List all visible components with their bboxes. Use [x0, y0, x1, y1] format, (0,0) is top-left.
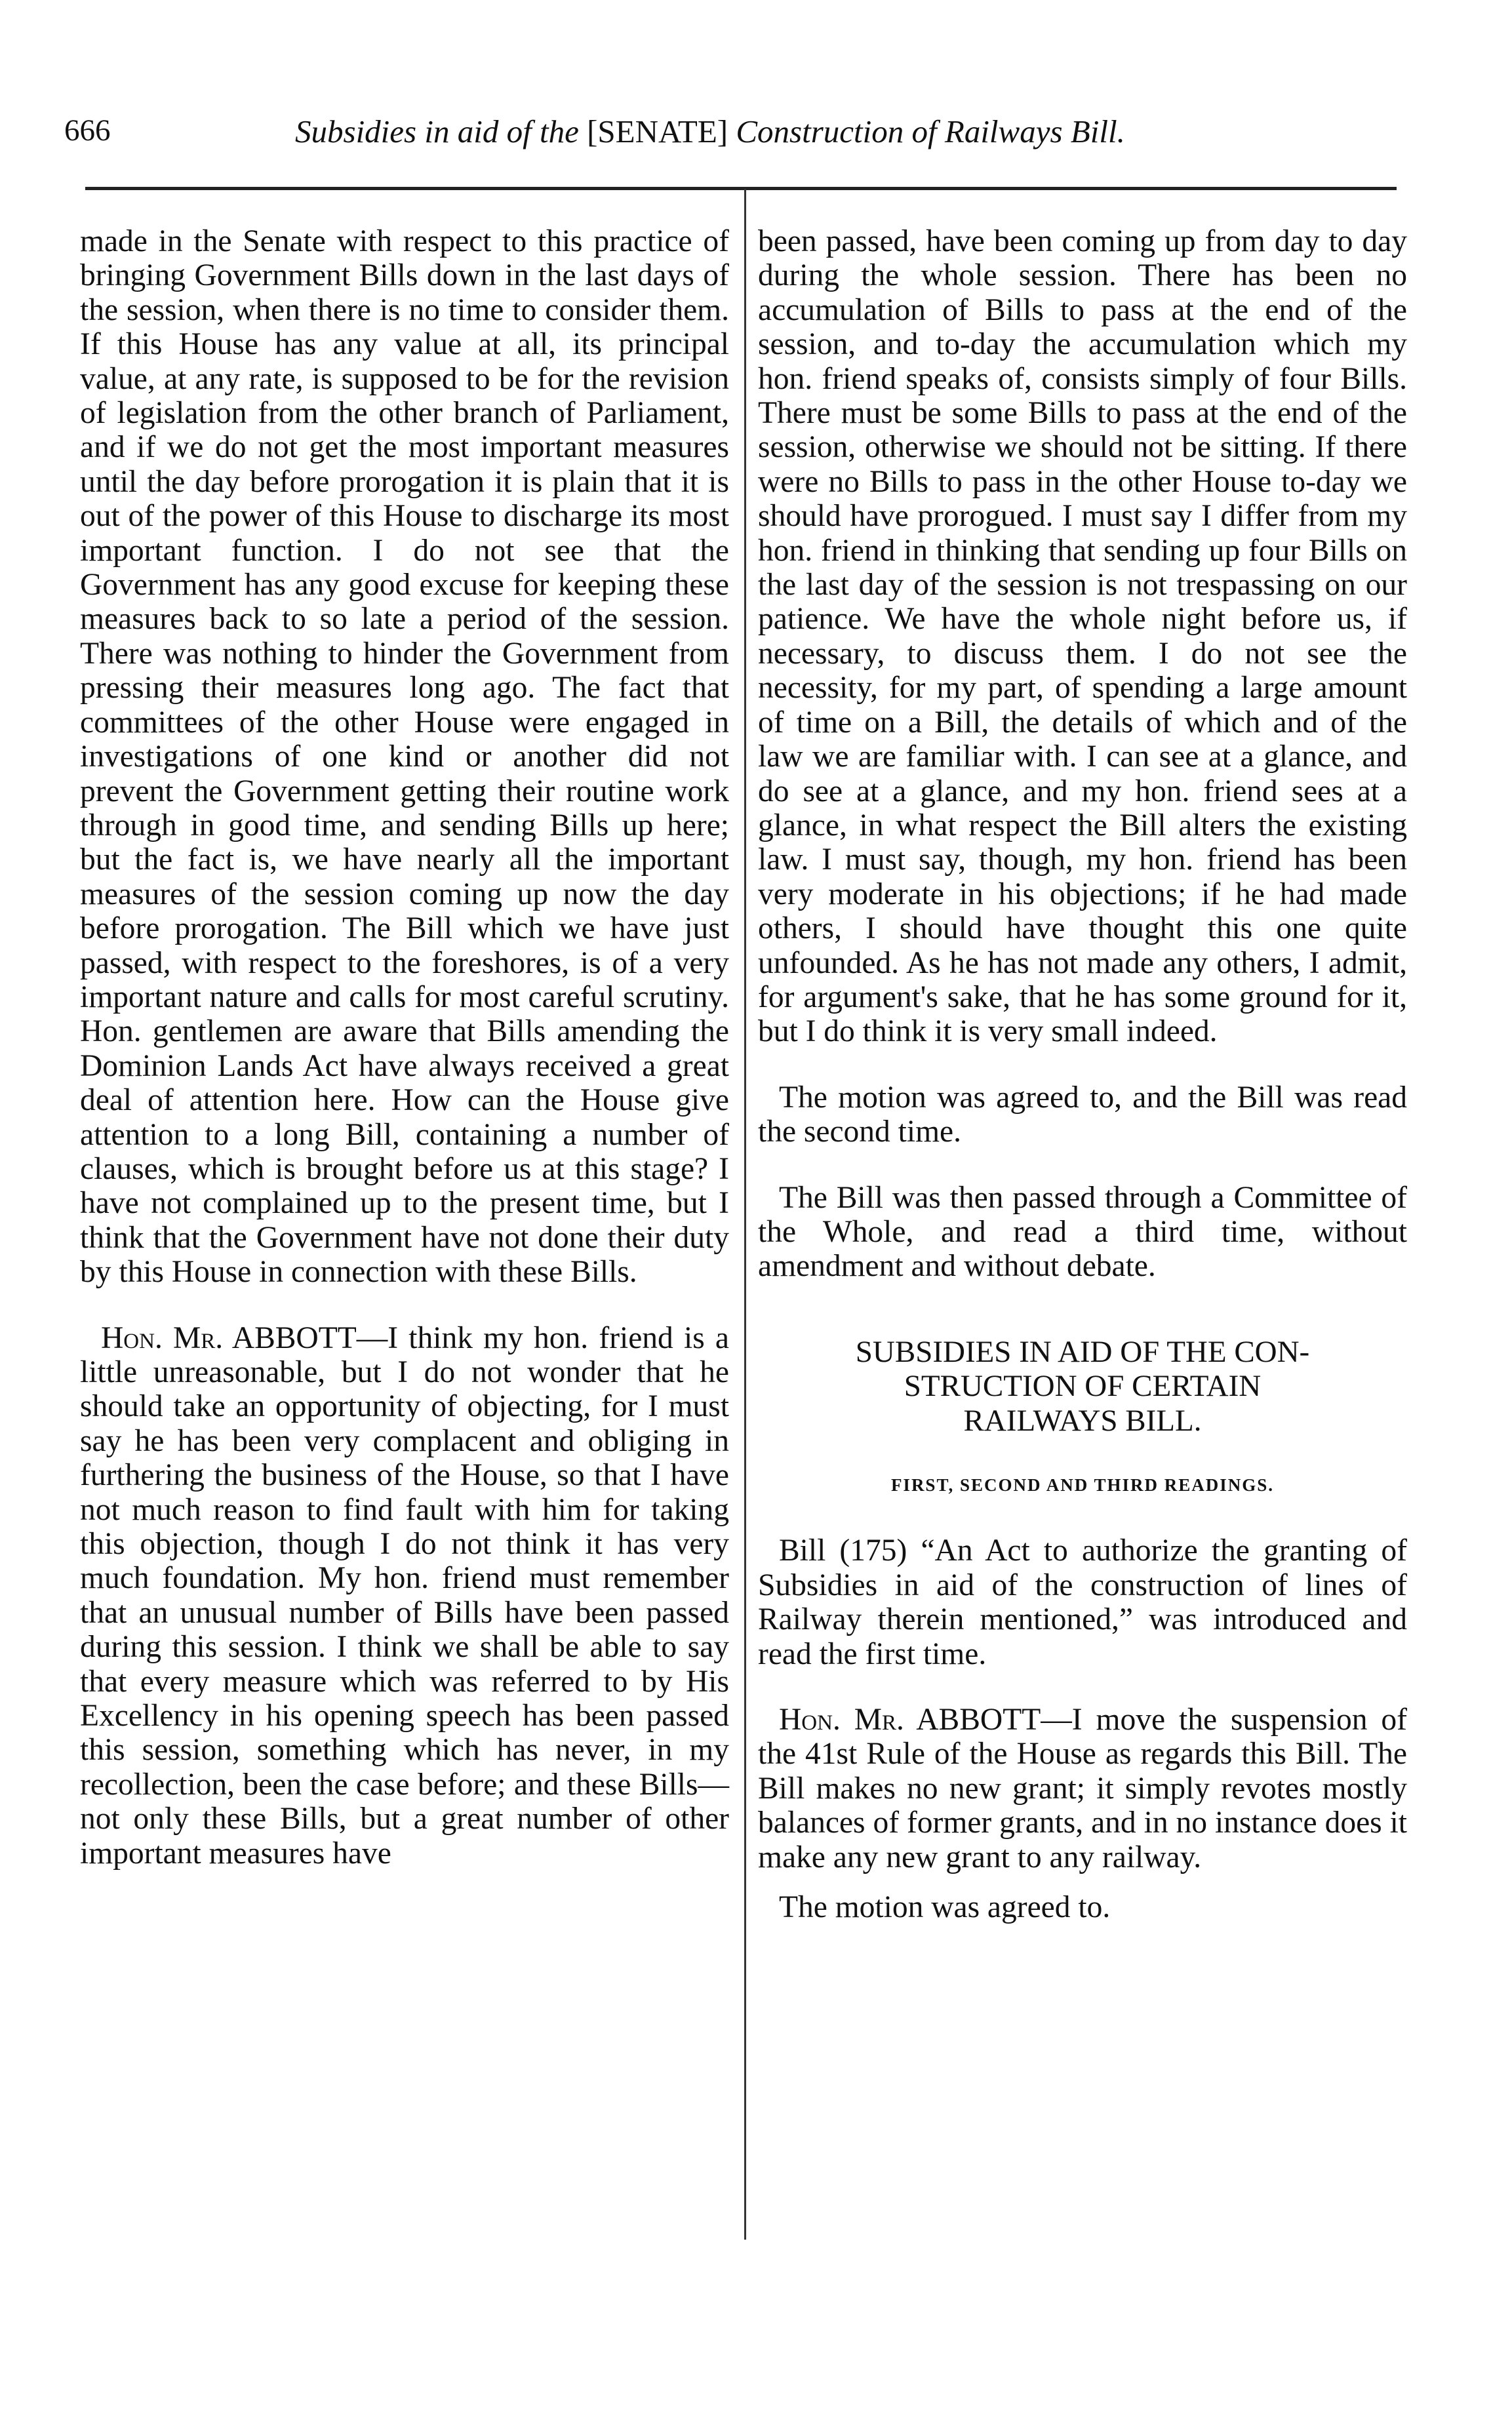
section-heading-line: RAILWAYS BILL. [963, 1403, 1202, 1438]
speech-text: —I think my hon. friend is a little unreasonable, but I do not wonder that he should take an opportunity of objecting, for I must say he has been very complacent and obliging in furthering the business of the House, so that I have not much reason to find fault with him for taking this objection, though I do not think it has very much foundation. My hon. friend must remember that an unusual number of Bills have been passed during this session. I think we shall be able to say that every measure which was referred to by His Excellency in his opening speech has been passed this session, something which has never, in my recollection, been the case before; and these Bills—not only these Bills, but a great number of other important measures have [80, 1320, 729, 1871]
left-column [80, 224, 729, 1871]
paragraph-continued-right: been passed, have been coming up from day to day during the whole session. There has been no accumulation of Bills to pass at the end of the session, and to-day the accumulation which my hon. friend speaks of, consists simply of four Bills. There must be some Bills to pass at the end of the session, otherwise we should not be sitting. If there were no Bills to pass in the other House to-day we should have prorogued. I must say I differ from my hon. friend in thinking that sending up four Bills on the last day of the session is not trespassing on our patience. We have the whole night before us, if necessary, to discuss them. I do not see the necessity, for my part, of spending a large amount of time on a Bill, the details of which and of the law we are familiar with. I can see at a glance, and do see at a glance, and my hon. friend sees at a glance, in what respect the Bill alters the existing law. I must say, though, my hon. friend has been very moderate in his objections; if he had made others, I should have thought this one quite unfounded. As he has not made any others, I admit, for argument's sake, that he has some ground for it, but I do think it is very small indeed. [758, 224, 1407, 1049]
paragraph-motion-second-reading: The motion was agreed to, and the Bill was read the second time. [758, 1080, 1407, 1149]
paragraph-continued: made in the Senate with respect to this practice of bringing Government Bills down in the last days of the session, when there is no time to consider them. If this House has any value at all, its principal value, at any rate, is supposed to be for the revision of legislation from the other branch of Parliament, and if we do not get the most important measures until the day before prorogation it is plain that it is out of the power of this House to discharge its most important function. I do not see that the Government has any good excuse for keeping these measures back to so late a period of the session. There was nothing to hinder the Government from pressing their measures long ago. The fact that committees of the other House were engaged in investigations of one kind or another did not prevent the Government getting their routine work through in good time, and sending Bills up here; but the fact is, we have nearly all the important measures of the session coming up now the day before prorogation. The Bill which we have just passed, with respect to the foreshores, is of a very important nature and calls for most careful scrutiny. Hon. gentlemen are aware that Bills amending the Dominion Lands Act have always received a great deal of attention here. How can the House give attention to a long Bill, containing a number of clauses, which is brought before us at this stage? I have not complained up to the present time, but I think that the Government have not done their duty by this House in connection with these Bills. [80, 224, 729, 1290]
paragraph-motion-agreed: The motion was agreed to. [779, 1890, 1111, 1925]
page-number: 666 [64, 113, 111, 148]
column-divider [744, 189, 746, 2240]
paragraph-abbott-motion [758, 1703, 1407, 1874]
paragraph-committee: The Bill was then passed through a Committee of the Whole, and read a third time, without amendment and without debate. [758, 1180, 1407, 1284]
running-title-part-2: Construction of Railways Bill. [736, 113, 1125, 149]
running-title [295, 113, 1125, 150]
running-header [64, 113, 1369, 172]
header-rule [85, 187, 1397, 190]
speaker-name: Hon. Mr. ABBOTT [101, 1320, 357, 1355]
section-heading-line: STRUCTION OF CERTAIN [904, 1369, 1262, 1404]
paragraph-abbott-reply [80, 1321, 729, 1871]
paragraph-bill-175: Bill (175) “An Act to authorize the granting of Subsidies in aid of the construction of lines of Railway therein mentioned,” was introduced and read the first time. [758, 1534, 1407, 1671]
speaker-name: Hon. Mr. ABBOTT [779, 1703, 1041, 1737]
running-title-part-1: Subsidies in aid of the [295, 113, 579, 149]
section-heading [758, 1335, 1407, 1438]
chamber-label: [SENATE] [587, 113, 728, 149]
section-subheading: FIRST, SECOND AND THIRD READINGS. [890, 1475, 1275, 1495]
section-heading-line: SUBSIDIES IN AID OF THE CON- [855, 1334, 1310, 1369]
right-column [758, 224, 1407, 1924]
speech-text: —I move the suspension of the 41st Rule of the House as regards this Bill. The Bill makes no new grant; it simply revotes mostly balances of former grants, and in no instance does it make any new grant to any railway. [758, 1703, 1407, 1874]
